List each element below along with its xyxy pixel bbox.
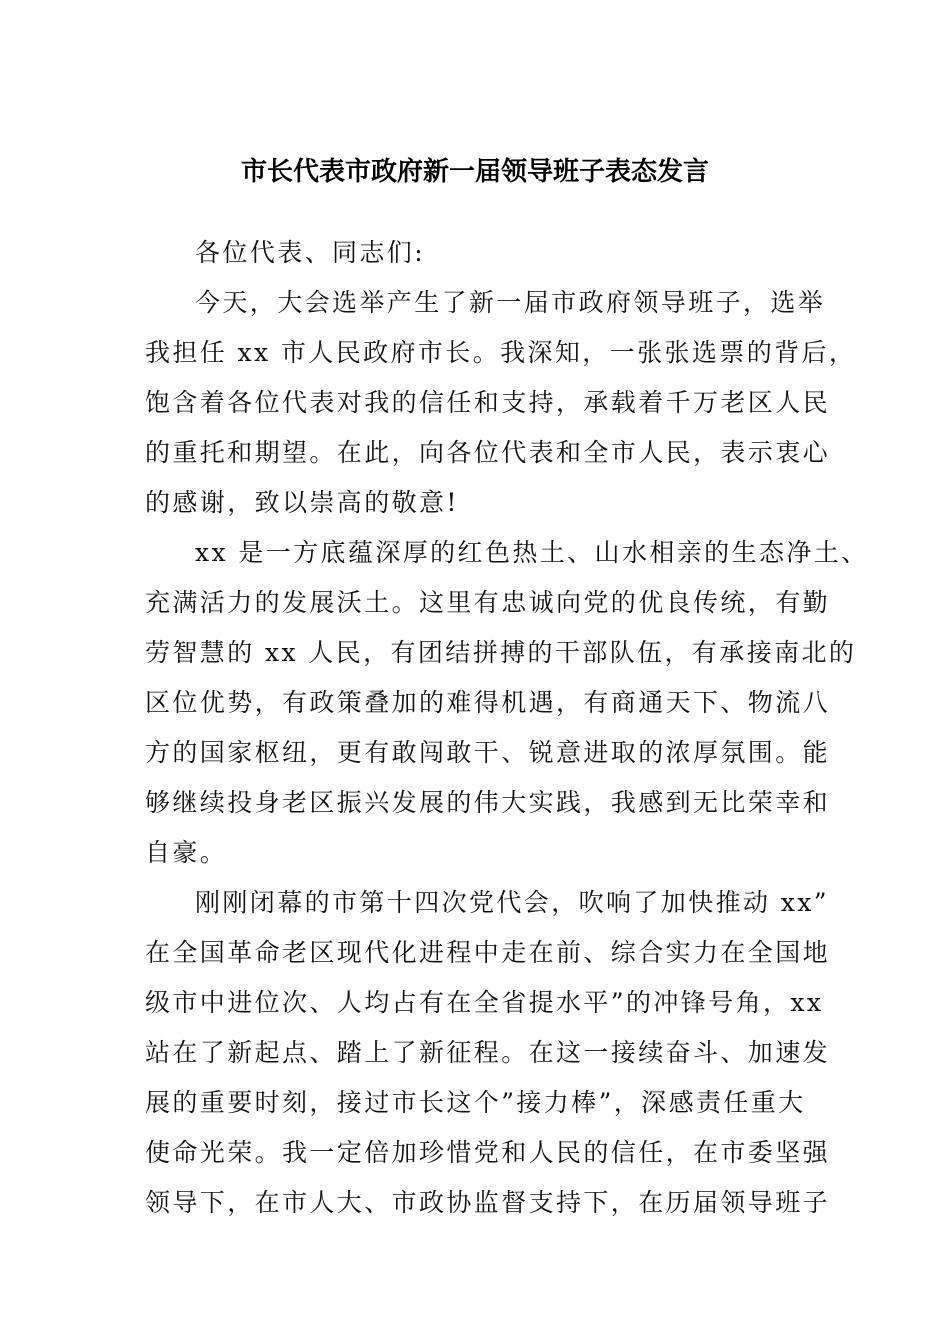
paragraph-2-line-4: 区位优势，有政策叠加的难得机遇，有商通天下、物流八: [145, 688, 831, 717]
paragraph-3-line-7: 领导下，在市人大、市政协监督支持下，在历届领导班子: [145, 1188, 831, 1217]
paragraph-3-line-2: 在全国革命老区现代化进程中走在前、综合实力在全国地: [145, 938, 831, 967]
paragraph-2-line-1: xx 是一方底蕴深厚的红色热土、山水相亲的生态净土、: [195, 538, 869, 567]
document-title: 市长代表市政府新一届领导班子表态发言: [240, 157, 709, 187]
paragraph-2-line-7: 自豪。: [145, 838, 228, 867]
paragraph-3-line-1: 刚刚闭幕的市第十四次党代会，吹响了加快推动 xx”: [195, 888, 829, 917]
paragraph-3-line-6: 使命光荣。我一定倍加珍惜党和人民的信任，在市委坚强: [145, 1138, 831, 1167]
paragraph-3-line-5: 展的重要时刻，接过市长这个”接力棒”，深感责任重大: [145, 1088, 806, 1117]
paragraph-2-line-5: 方的国家枢纽，更有敢闯敢干、锐意进取的浓厚氛围。能: [145, 738, 831, 767]
salutation-line: 各位代表、同志们:: [195, 238, 426, 267]
paragraph-3-line-4: 站在了新起点、踏上了新征程。在这一接续奋斗、加速发: [145, 1038, 831, 1067]
paragraph-1-line-1: 今天，大会选举产生了新一届市政府领导班子，选举: [195, 288, 826, 317]
paragraph-2-line-6: 够继续投身老区振兴发展的伟大实践，我感到无比荣幸和: [145, 788, 831, 817]
paragraph-2-line-2: 充满活力的发展沃土。这里有忠诚向党的优良传统，有勤: [145, 588, 831, 617]
paragraph-2-line-3: 劳智慧的 xx 人民，有团结拼搏的干部队伍，有承接南北的: [145, 638, 857, 667]
paragraph-1-line-2: 我担任 xx 市人民政府市长。我深知，一张张选票的背后，: [145, 338, 857, 367]
paragraph-1-line-5: 的感谢，致以崇高的敬意!: [145, 488, 459, 517]
document-body: [145, 228, 869, 1228]
paragraph-3-line-3: 级市中进位次、人均占有在全省提水平”的冲锋号角，xx: [145, 988, 824, 1017]
paragraph-1-line-4: 的重托和期望。在此，向各位代表和全市人民，表示衷心: [145, 438, 831, 467]
paragraph-1-line-3: 饱含着各位代表对我的信任和支持，承载着千万老区人民: [145, 388, 831, 417]
